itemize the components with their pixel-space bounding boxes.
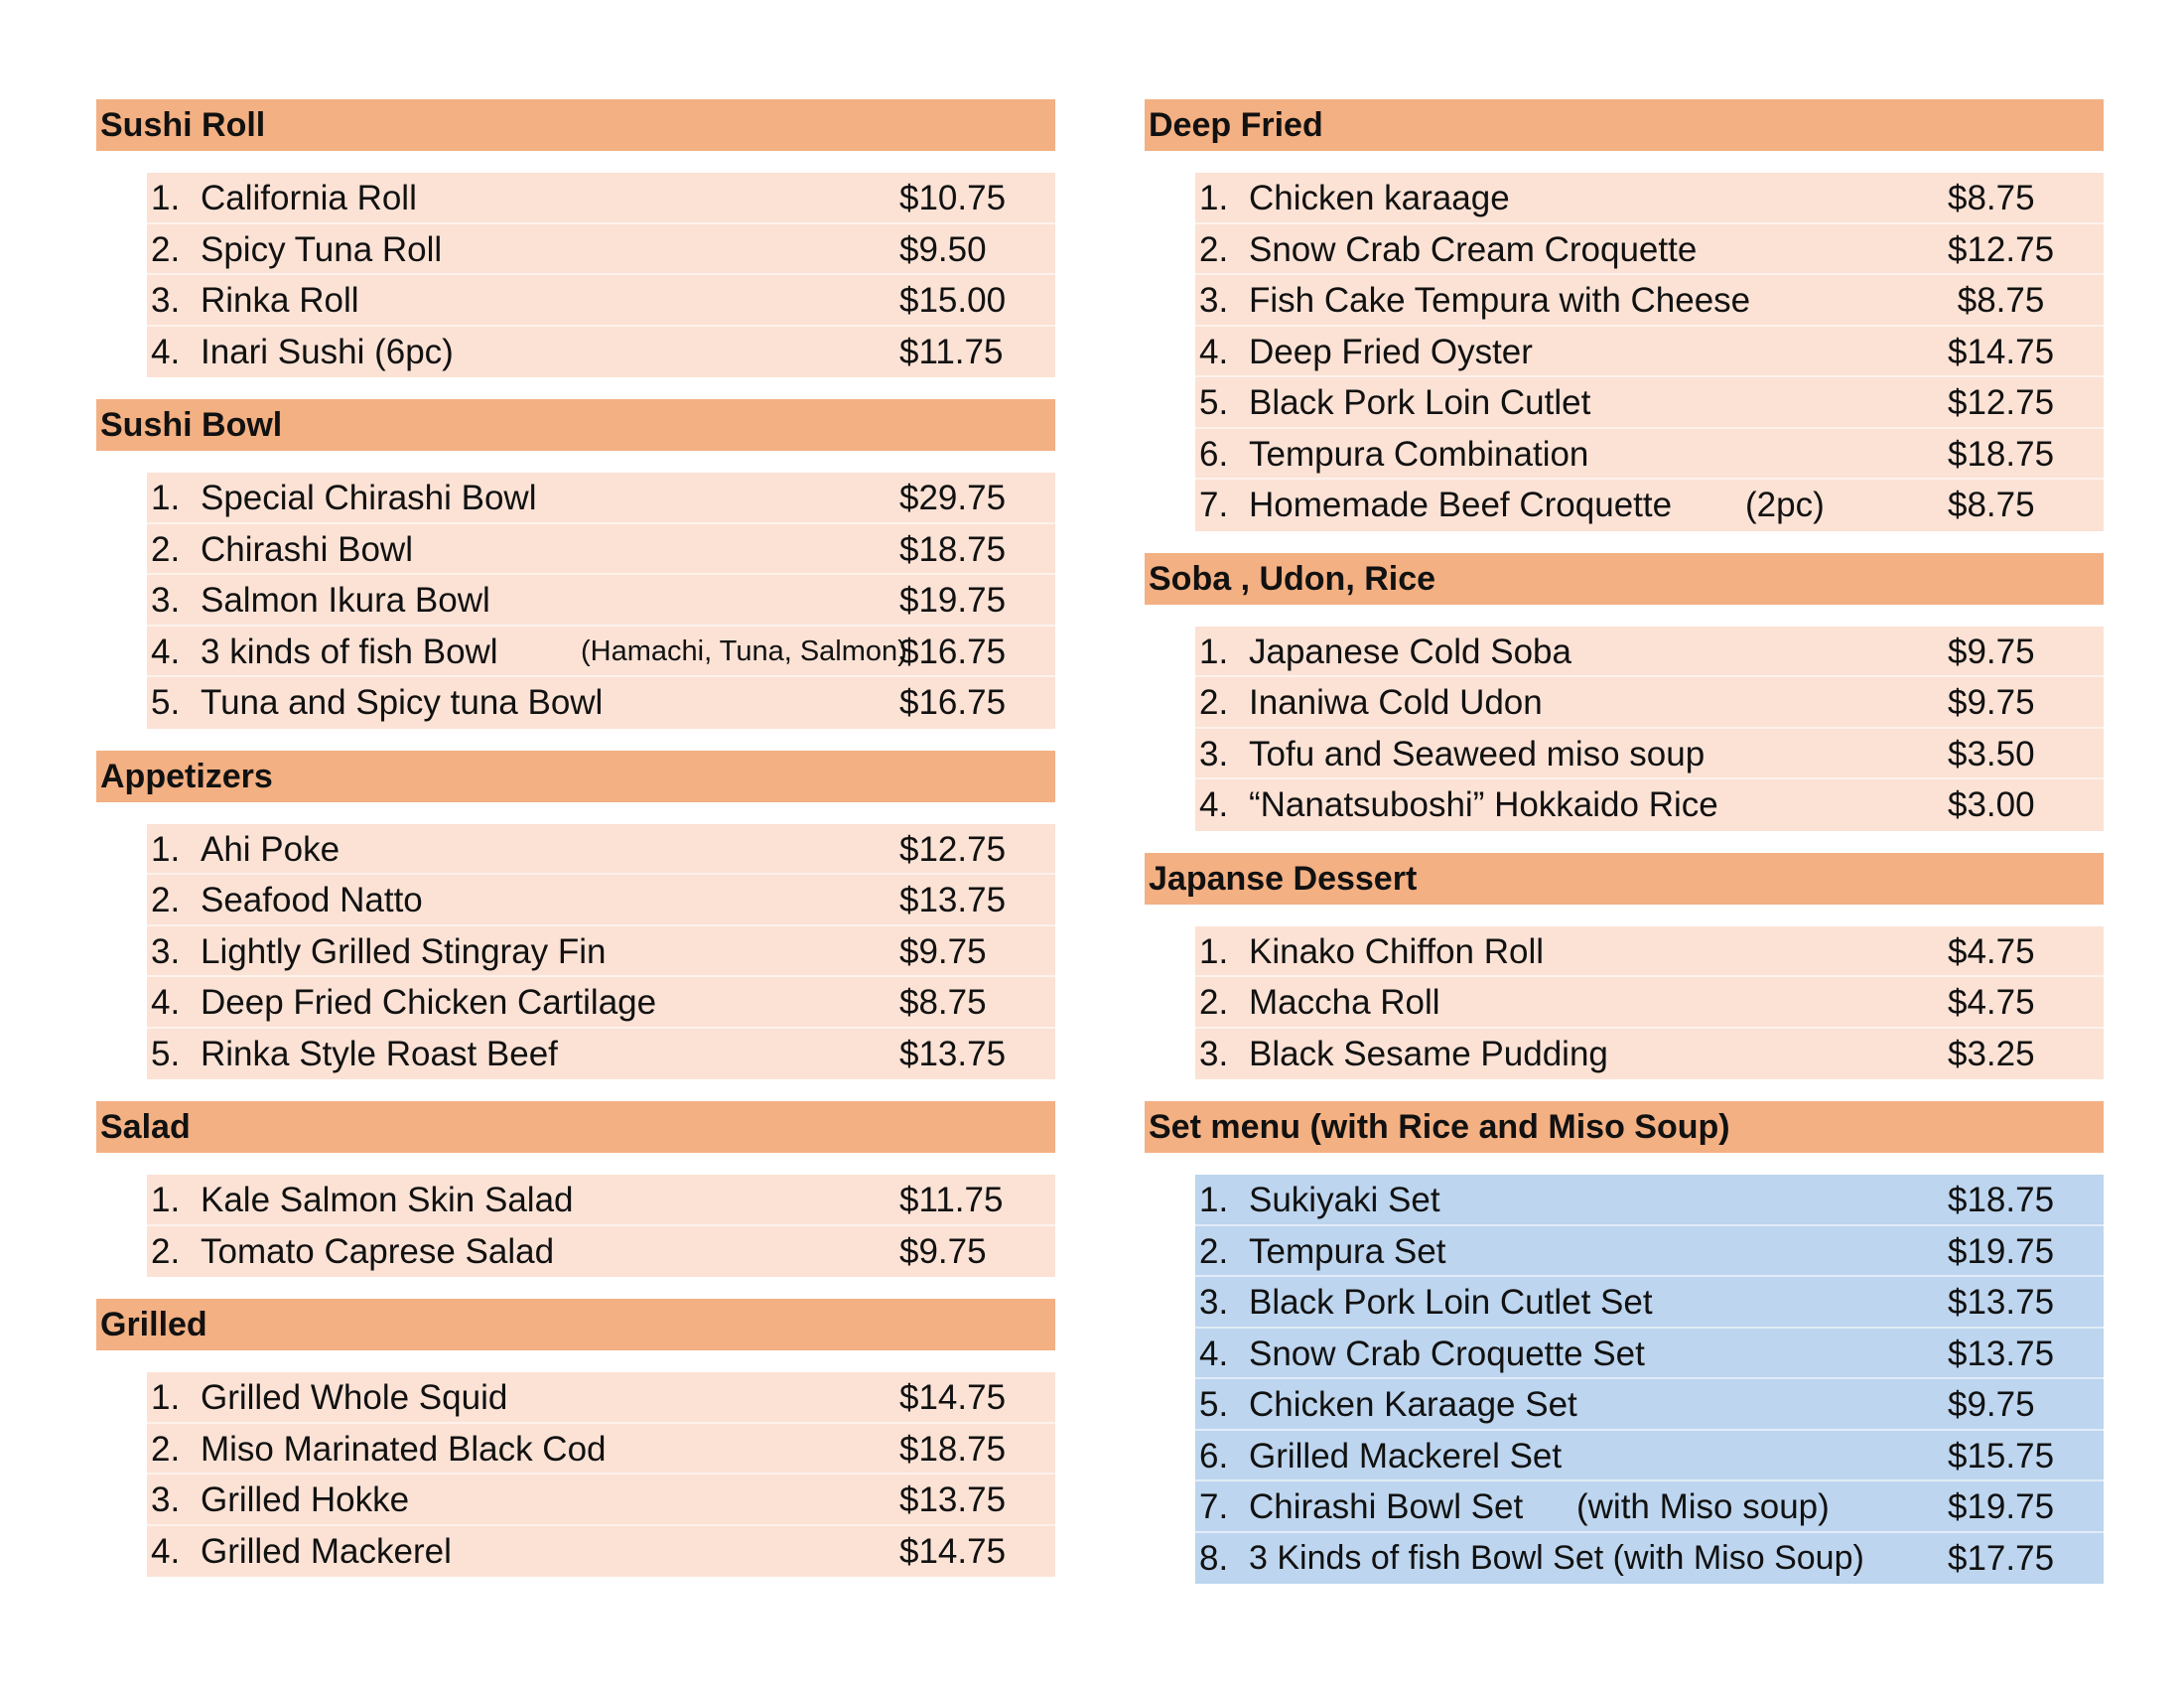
item-name: Chicken Karaage Set <box>1249 1385 1577 1424</box>
menu-item <box>1195 1277 2104 1329</box>
item-number: 3. <box>151 281 181 320</box>
item-name: Inari Sushi (6pc) <box>201 332 454 371</box>
menu-item <box>147 173 1055 224</box>
item-price: $14.75 <box>899 1378 1007 1417</box>
item-number: 6. <box>1199 434 1229 474</box>
item-price: $9.75 <box>1948 683 2035 722</box>
item-price: $13.75 <box>899 1034 1007 1073</box>
item-name: Tempura Set <box>1249 1231 1446 1271</box>
item-name: Inaniwa Cold Udon <box>1249 683 1543 722</box>
item-price: $15.00 <box>899 281 1007 320</box>
item-name: Deep Fried Oyster <box>1249 332 1533 371</box>
item-price: $4.75 <box>1948 931 2035 971</box>
item-price: $13.75 <box>899 1480 1007 1519</box>
menu-item <box>147 1226 1055 1278</box>
item-name: Grilled Hokke <box>201 1480 410 1519</box>
section-deep-fried <box>1145 99 2104 531</box>
menu-item-list <box>147 1175 1055 1277</box>
item-number: 2. <box>1199 683 1229 722</box>
item-price: $12.75 <box>899 829 1007 869</box>
item-name: “Nanatsuboshi” Hokkaido Rice <box>1249 785 1718 824</box>
menu-item <box>1195 677 2104 729</box>
menu-item <box>1195 1533 2104 1585</box>
menu-item <box>147 627 1055 678</box>
item-number: 3. <box>1199 1034 1229 1073</box>
item-number: 5. <box>151 683 181 722</box>
menu-item <box>1195 429 2104 481</box>
menu-item <box>1195 377 2104 429</box>
item-name: Seafood Natto <box>201 881 423 919</box>
menu-item <box>1195 926 2104 978</box>
menu-item-list <box>147 824 1055 1080</box>
item-price: $13.75 <box>1948 1334 2055 1373</box>
item-name: Kinako Chiffon Roll <box>1249 931 1545 971</box>
menu-item-list <box>147 1372 1055 1577</box>
item-number: 3. <box>1199 734 1229 774</box>
item-name: Tempura Combination <box>1249 434 1589 474</box>
item-number: 5. <box>1199 1385 1229 1424</box>
section-header: Salad <box>96 1101 1055 1153</box>
item-price: $11.75 <box>899 332 1004 371</box>
item-price: $11.75 <box>899 1181 1004 1219</box>
item-name: Deep Fried Chicken Cartilage <box>201 983 657 1022</box>
menu-item <box>1195 1481 2104 1533</box>
menu-item <box>1195 627 2104 678</box>
item-name: Black Pork Loin Cutlet <box>1249 383 1591 422</box>
item-number: 8. <box>1199 1538 1229 1578</box>
item-name: Special Chirashi Bowl <box>201 479 537 517</box>
item-name: Kale Salmon Skin Salad <box>201 1181 574 1219</box>
item-price: $15.75 <box>1948 1436 2055 1476</box>
item-number: 3. <box>1199 1283 1229 1322</box>
section-sushi-bowl <box>96 399 1055 729</box>
item-name: Grilled Mackerel <box>201 1531 452 1571</box>
section-header: Soba , Udon, Rice <box>1145 553 2104 605</box>
menu-item <box>147 1372 1055 1424</box>
item-name: Snow Crab Cream Croquette <box>1249 229 1698 269</box>
item-price: $19.75 <box>899 581 1007 620</box>
menu-item <box>147 926 1055 978</box>
item-note: (Hamachi, Tuna, Salmon) <box>581 634 907 667</box>
item-number: 1. <box>151 179 181 217</box>
item-number: 4. <box>1199 332 1229 371</box>
menu-item <box>147 275 1055 327</box>
item-price: $8.75 <box>1948 281 2045 320</box>
menu-item <box>1195 977 2104 1029</box>
menu-item <box>1195 1175 2104 1226</box>
item-number: 1. <box>1199 179 1229 217</box>
item-name: Tofu and Seaweed miso soup <box>1249 734 1706 774</box>
menu-item-list <box>1195 1175 2104 1584</box>
item-price: $19.75 <box>1948 1487 2055 1526</box>
item-number: 5. <box>1199 383 1229 422</box>
menu-item <box>147 1475 1055 1526</box>
item-price: $9.75 <box>899 1231 987 1271</box>
item-name: Fish Cake Tempura with Cheese <box>1249 281 1751 320</box>
item-name: 3 kinds of fish Bowl <box>201 632 498 671</box>
left-menu-column <box>96 99 1055 1599</box>
section-header: Sushi Roll <box>96 99 1055 151</box>
menu-item-list <box>1195 173 2104 531</box>
menu-item <box>147 977 1055 1029</box>
item-number: 1. <box>151 1378 181 1417</box>
item-price: $16.75 <box>899 683 1007 722</box>
section-header: Sushi Bowl <box>96 399 1055 451</box>
item-number: 4. <box>151 632 181 671</box>
menu-item <box>147 473 1055 524</box>
section-header: Japanse Dessert <box>1145 853 2104 905</box>
item-name: Tomato Caprese Salad <box>201 1231 555 1271</box>
menu-item <box>1195 224 2104 276</box>
item-number: 3. <box>151 1480 181 1519</box>
item-price: $18.75 <box>1948 434 2055 474</box>
item-number: 2. <box>1199 983 1229 1022</box>
item-number: 3. <box>151 931 181 971</box>
item-price: $9.50 <box>899 229 987 269</box>
menu-item <box>1195 1029 2104 1080</box>
item-name: Salmon Ikura Bowl <box>201 581 490 620</box>
item-name: Chirashi Bowl <box>201 529 413 569</box>
menu-item <box>147 575 1055 627</box>
item-price: $9.75 <box>1948 1385 2035 1424</box>
item-name: Maccha Roll <box>1249 983 1440 1022</box>
menu-item <box>147 1526 1055 1578</box>
item-price: $4.75 <box>1948 983 2035 1022</box>
item-name: Homemade Beef Croquette <box>1249 486 1673 524</box>
menu-item-list <box>1195 926 2104 1080</box>
item-number: 1. <box>151 1181 181 1219</box>
menu-item <box>1195 779 2104 831</box>
menu-item <box>147 875 1055 926</box>
section-japanese-dessert <box>1145 853 2104 1080</box>
item-price: $18.75 <box>899 1429 1007 1469</box>
item-name: Chirashi Bowl Set <box>1249 1487 1524 1526</box>
menu-item <box>1195 1226 2104 1278</box>
item-price: $14.75 <box>899 1531 1007 1571</box>
menu-item-list <box>147 173 1055 377</box>
menu-item-list <box>1195 627 2104 831</box>
item-name: Black Pork Loin Cutlet Set <box>1249 1283 1653 1322</box>
item-price: $3.25 <box>1948 1034 2035 1073</box>
section-header: Deep Fried <box>1145 99 2104 151</box>
item-name: California Roll <box>201 179 417 217</box>
menu-item <box>1195 1431 2104 1482</box>
item-number: 1. <box>1199 1181 1229 1219</box>
item-name: Spicy Tuna Roll <box>201 229 443 269</box>
menu-item <box>147 1029 1055 1080</box>
right-menu-column <box>1145 99 2104 1606</box>
item-price: $19.75 <box>1948 1231 2055 1271</box>
item-number: 1. <box>1199 632 1229 671</box>
menu-item <box>1195 480 2104 531</box>
item-number: 5. <box>151 1034 181 1073</box>
item-name: Miso Marinated Black Cod <box>201 1429 607 1469</box>
menu-item-list <box>147 473 1055 729</box>
item-name: 3 Kinds of fish Bowl Set (with Miso Soup) <box>1249 1538 1864 1577</box>
section-header: Grilled <box>96 1299 1055 1350</box>
item-name: Ahi Poke <box>201 829 341 869</box>
item-name: Lightly Grilled Stingray Fin <box>201 931 607 971</box>
item-number: 2. <box>151 529 181 569</box>
item-price: $17.75 <box>1948 1538 2055 1578</box>
item-price: $13.75 <box>899 881 1007 919</box>
item-number: 4. <box>1199 785 1229 824</box>
item-price: $12.75 <box>1948 383 2055 422</box>
menu-item <box>147 327 1055 378</box>
item-name: Tuna and Spicy tuna Bowl <box>201 683 604 722</box>
item-price: $3.00 <box>1948 785 2035 824</box>
item-name: Black Sesame Pudding <box>1249 1034 1608 1073</box>
item-price: $14.75 <box>1948 332 2055 371</box>
item-number: 7. <box>1199 1487 1229 1526</box>
item-number: 7. <box>1199 486 1229 524</box>
item-number: 2. <box>151 1429 181 1469</box>
item-price: $13.75 <box>1948 1283 2055 1322</box>
item-name: Japanese Cold Soba <box>1249 632 1571 671</box>
item-price: $12.75 <box>1948 229 2055 269</box>
item-number: 1. <box>151 829 181 869</box>
menu-item <box>1195 1379 2104 1431</box>
item-name: Snow Crab Croquette Set <box>1249 1334 1645 1373</box>
item-note: (with Miso soup) <box>1576 1487 1830 1526</box>
menu-item <box>147 224 1055 276</box>
item-name: Rinka Roll <box>201 281 359 320</box>
item-number: 6. <box>1199 1436 1229 1476</box>
section-sushi-roll <box>96 99 1055 377</box>
item-price: $9.75 <box>899 931 987 971</box>
item-price: $10.75 <box>899 179 1007 217</box>
menu-item <box>1195 1329 2104 1380</box>
item-number: 2. <box>151 229 181 269</box>
menu-item <box>1195 275 2104 327</box>
menu-item <box>1195 327 2104 378</box>
item-name: Grilled Whole Squid <box>201 1378 508 1417</box>
item-number: 4. <box>151 332 181 371</box>
item-number: 4. <box>151 983 181 1022</box>
item-price: $29.75 <box>899 479 1007 517</box>
section-salad <box>96 1101 1055 1277</box>
item-number: 2. <box>151 881 181 919</box>
section-soba-udon-rice <box>1145 553 2104 831</box>
item-note: (2pc) <box>1745 486 1825 524</box>
item-number: 4. <box>151 1531 181 1571</box>
section-header: Appetizers <box>96 751 1055 802</box>
section-header: Set menu (with Rice and Miso Soup) <box>1145 1101 2104 1153</box>
section-appetizers <box>96 751 1055 1080</box>
item-number: 3. <box>151 581 181 620</box>
item-name: Sukiyaki Set <box>1249 1181 1440 1219</box>
item-price: $16.75 <box>899 632 1007 671</box>
menu-item <box>147 524 1055 576</box>
section-set-menu <box>1145 1101 2104 1584</box>
item-number: 1. <box>1199 931 1229 971</box>
menu-item <box>1195 173 2104 224</box>
item-number: 4. <box>1199 1334 1229 1373</box>
item-number: 3. <box>1199 281 1229 320</box>
item-name: Chicken karaage <box>1249 179 1510 217</box>
item-number: 2. <box>1199 229 1229 269</box>
item-price: $8.75 <box>1948 486 2035 524</box>
item-price: $8.75 <box>899 983 987 1022</box>
item-number: 2. <box>1199 1231 1229 1271</box>
item-price: $18.75 <box>1948 1181 2055 1219</box>
item-price: $18.75 <box>899 529 1007 569</box>
menu-item <box>1195 729 2104 780</box>
section-grilled <box>96 1299 1055 1577</box>
item-name: Grilled Mackerel Set <box>1249 1436 1563 1476</box>
item-number: 1. <box>151 479 181 517</box>
item-price: $9.75 <box>1948 632 2035 671</box>
menu-item <box>147 1424 1055 1476</box>
menu-item <box>147 677 1055 729</box>
menu-item <box>147 1175 1055 1226</box>
item-number: 2. <box>151 1231 181 1271</box>
item-name: Rinka Style Roast Beef <box>201 1034 558 1073</box>
item-price: $8.75 <box>1948 179 2035 217</box>
menu-item <box>147 824 1055 876</box>
item-price: $3.50 <box>1948 734 2035 774</box>
